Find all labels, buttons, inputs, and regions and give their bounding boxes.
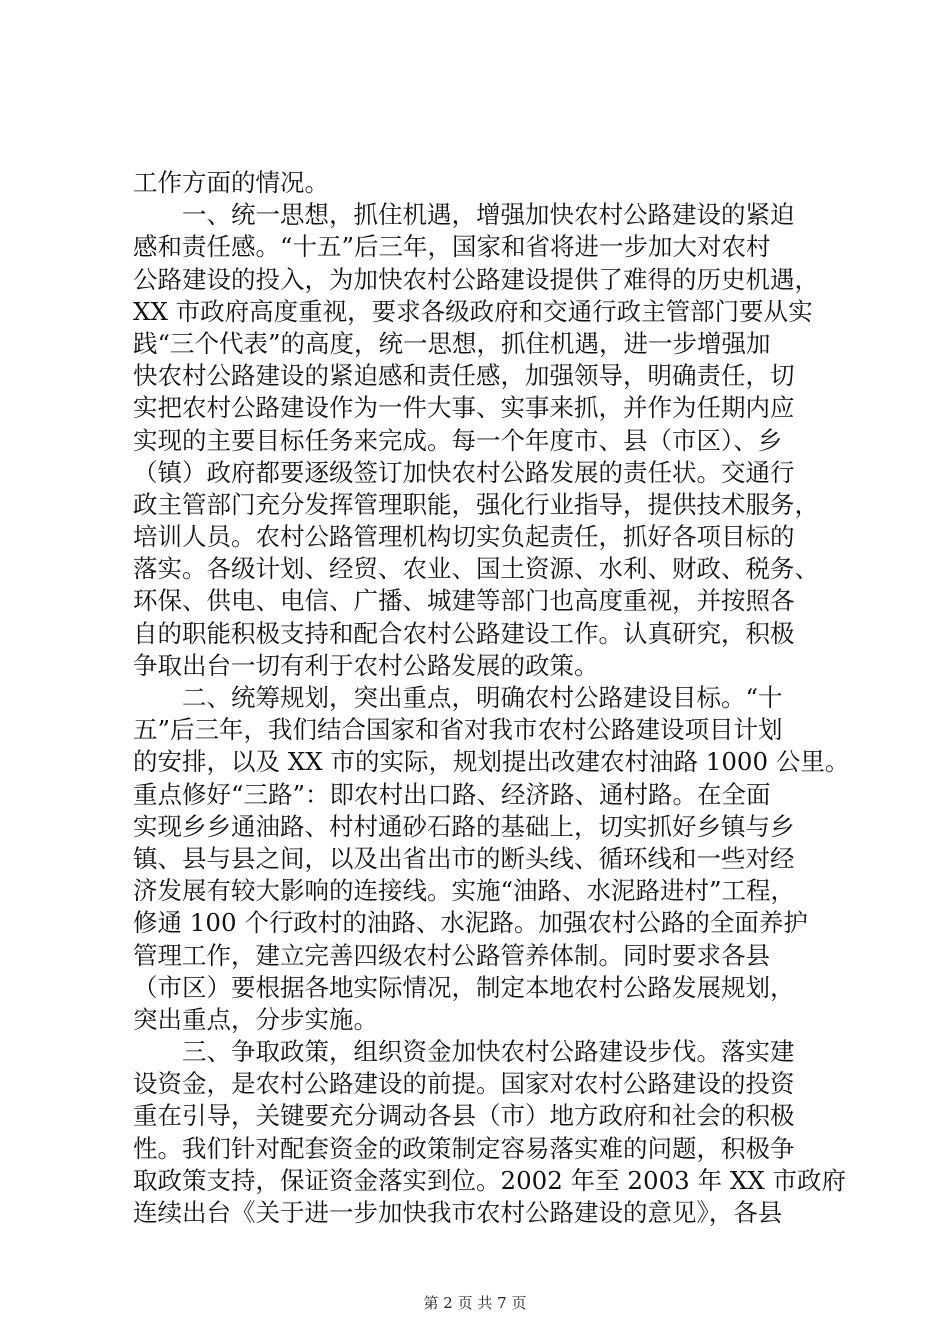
paragraph-heading-1: 一、统一思想，抓住机遇，增强加快农村公路建设的紧迫 (182, 200, 795, 230)
text-line: 连续出台《关于进一步加快我市农村公路建设的意见》，各县 (133, 1198, 783, 1227)
text-line: 实现乡乡通油路、村村通砂石路的基础上，切实抓好乡镇与乡 (133, 811, 795, 841)
text-line: 济发展有较大影响的连接线。实施“油路、水泥路进村”工程， (133, 876, 796, 906)
text-line: （镇）政府都要逐级签订加快农村公路发展的责任状。交通行 (133, 457, 795, 487)
text-line: 五”后三年，我们结合国家和省对我市农村公路建设项目计划 (133, 715, 783, 745)
text-line: 的安排，以及 XX 市的实际，规划提出改建农村油路 1000 公里。 (133, 747, 850, 777)
text-line: 管理工作，建立完善四级农村公路管养体制。同时要求各县 (133, 940, 770, 970)
text-line: 自的职能积极支持和配合农村公路建设工作。认真研究，积极 (133, 618, 795, 648)
text-line: 突出重点，分步实施。 (133, 1004, 378, 1034)
text-line: 实把农村公路建设作为一件大事、实事来抓，并作为任期内应 (133, 393, 795, 423)
text-line: 践“三个代表”的高度，统一思想，抓住机遇，进一步增强加 (133, 328, 771, 358)
text-line: XX 市政府高度重视，要求各级政府和交通行政主管部门要从实 (133, 296, 813, 326)
text-line: 镇、县与县之间，以及出省出市的断头线、循环线和一些对经 (133, 843, 795, 873)
text-line: 设资金，是农村公路建设的前提。国家对农村公路建设的投资 (133, 1069, 795, 1099)
text-line: 取政策支持，保证资金落实到位。2002 年至 2003 年 XX 市政府 (133, 1165, 847, 1195)
text-line: 公路建设的投入，为加快农村公路建设提供了难得的历史机遇， (133, 264, 819, 294)
body-text (133, 167, 850, 1229)
paragraph-heading-3: 三、争取政策，组织资金加快农村公路建设步伐。落实建 (182, 1037, 795, 1067)
text-line: 工作方面的情况。 (133, 168, 329, 197)
page-number-footer: 第 2 页 共 7 页 (423, 1294, 527, 1312)
text-line: 性。我们针对配套资金的政策制定容易落实难的问题，积极争 (133, 1133, 795, 1163)
text-line: 实现的主要目标任务来完成。每一个年度市、县（市区）、乡 (133, 425, 783, 455)
text-line: 环保、供电、电信、广播、城建等部门也高度重视，并按照各 (133, 586, 795, 616)
text-line: 重点修好“三路”：即农村出口路、经济路、通村路。在全面 (133, 779, 771, 809)
text-line: 感和责任感。“十五”后三年，国家和省将进一步加大对农村 (133, 232, 771, 262)
paragraph-heading-2: 二、统筹规划，突出重点，明确农村公路建设目标。“十 (182, 683, 783, 712)
text-line: （市区）要根据各地实际情况，制定本地农村公路发展规划， (133, 972, 795, 1002)
text-line: 争取出台一切有利于农村公路发展的政策。 (133, 650, 599, 680)
text-line: 政主管部门充分发挥管理职能，强化行业指导，提供技术服务， (133, 489, 819, 519)
text-line: 快农村公路建设的紧迫感和责任感，加强领导，明确责任，切 (133, 361, 795, 391)
text-line: 修通 100 个行政村的油路、水泥路。加强农村公路的全面养护 (133, 908, 808, 938)
text-line: 落实。各级计划、经贸、农业、国土资源、水利、财政、税务、 (133, 554, 819, 584)
text-line: 重在引导，关键要充分调动各县（市）地方政府和社会的积极 (133, 1101, 795, 1131)
text-line: 培训人员。农村公路管理机构切实负起责任，抓好各项目标的 (133, 522, 795, 552)
